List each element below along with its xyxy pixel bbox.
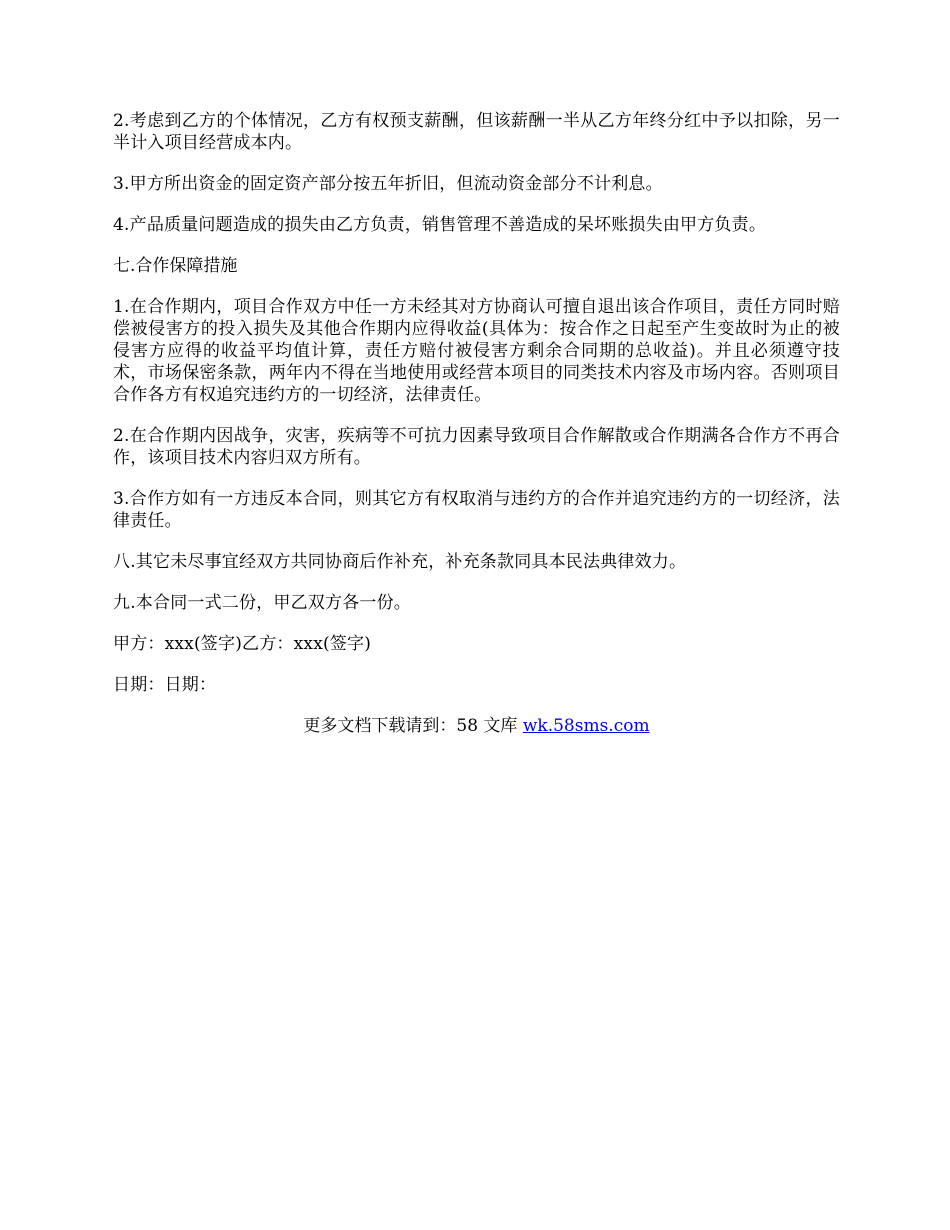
clause-7-3-breach: 3.合作方如有一方违反本合同，则其它方有权取消与违约方的合作并追究违约方的一切经济，法律责任。 [113, 489, 840, 531]
signature-line: 甲方：xxx(签字)乙方：xxx(签字) [113, 634, 372, 654]
footer-text: 更多文档下载请到：58 文库 [303, 716, 523, 736]
section-9-copies: 九.本合同一式二份，甲乙双方各一份。 [113, 593, 412, 613]
clause-2-salary: 2.考虑到乙方的个体情况，乙方有权预支薪酬，但该薪酬一半从乙方年终分红中予以扣除，另一半计入项目经营成本内。 [113, 111, 840, 153]
section-8-supplement: 八.其它未尽事宜经双方共同协商后作补充，补充条款同具本民法典律效力。 [113, 552, 687, 572]
clause-4-loss-liability: 4.产品质量问题造成的损失由乙方负责，销售管理不善造成的呆坏账损失由甲方负责。 [113, 215, 767, 235]
clause-3-depreciation: 3.甲方所出资金的固定资产部分按五年折旧，但流动资金部分不计利息。 [113, 174, 663, 194]
clause-7-1-withdrawal: 1.在合作期内，项目合作双方中任一方未经其对方协商认可擅自退出该合作项目，责任方同时赔偿被侵害方的投入损失及其他合作期内应得收益(具体为：按合作之日起至产生变故时为止的被侵害方应得的收益平均值计算，责任方赔付被侵害方剩余合同期的总收益)。并且必须遵守技术，市场保密条款，两年内不得在当地使用或经营本项目的同类技术内容及市场内容。否则项目合作各方有权追究违约方的一切经济，法律责任。 [113, 297, 840, 405]
document-page [113, 110, 840, 737]
section-heading-7: 七.合作保障措施 [113, 256, 238, 276]
clause-7-2-force-majeure: 2.在合作期内因战争，灾害，疾病等不可抗力因素导致项目合作解散或合作期满各合作方不再合作，该项目技术内容归双方所有。 [113, 426, 840, 468]
download-footer [113, 715, 840, 737]
footer-link[interactable]: wk.58sms.com [522, 716, 650, 736]
date-line: 日期：日期： [113, 675, 217, 695]
